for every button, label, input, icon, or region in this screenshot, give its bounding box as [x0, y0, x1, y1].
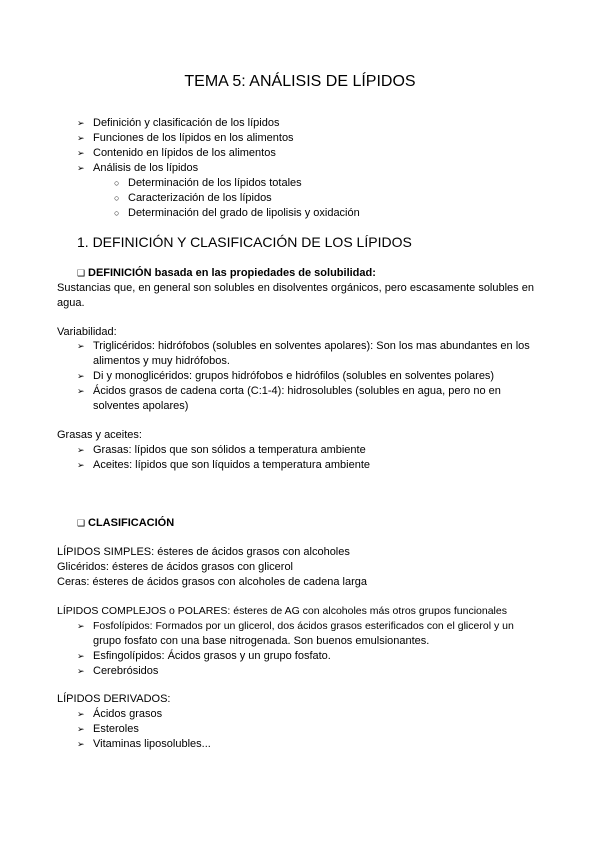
- variabilidad-label: Variabilidad:: [57, 326, 117, 338]
- list-item: ➢ Ácidos grasos de cadena corta (C:1-4): hidrosolubles (solubles en agua, pero no en: [77, 385, 501, 397]
- arrow-bullet-icon: ➢: [77, 341, 85, 351]
- arrow-bullet-icon: ➢: [77, 621, 85, 631]
- arrow-bullet-icon: ➢: [77, 133, 85, 143]
- list-item: ➢ Esteroles: [77, 723, 139, 735]
- arrow-bullet-icon: ➢: [77, 163, 85, 173]
- toc-subitem: ○ Determinación de los lípidos totales: [114, 177, 302, 189]
- list-item: ➢ Esfingolípidos: Ácidos grasos y un grupo fosfato.: [77, 650, 331, 662]
- body-text: LÍPIDOS DERIVADOS:: [57, 693, 171, 705]
- grasas-label: Grasas y aceites:: [57, 429, 142, 441]
- circle-bullet-icon: ○: [114, 178, 120, 188]
- toc-item: ➢ Funciones de los lípidos en los alimentos: [77, 132, 294, 144]
- list-item-continuation: grupo fosfato con una base nitrogenada. Son buenos emulsionantes.: [93, 635, 430, 647]
- list-item-continuation: alimentos y muy hidrófobos.: [93, 355, 230, 367]
- list-item: ➢ Cerebrósidos: [77, 665, 159, 677]
- list-item: ➢ Grasas: lípidos que son sólidos a temperatura ambiente: [77, 444, 366, 456]
- section-heading: 1. DEFINICIÓN Y CLASIFICACIÓN DE LOS LÍPIDOS: [77, 234, 412, 250]
- toc-subitem: ○ Caracterización de los lípidos: [114, 192, 272, 204]
- toc-item: ➢ Análisis de los lípidos: [77, 162, 199, 174]
- list-item: ➢ Fosfolípidos: Formados por un glicerol, dos ácidos grasos esterificados con el glicerol y un: [77, 620, 514, 632]
- arrow-bullet-icon: ➢: [77, 445, 85, 455]
- arrow-bullet-icon: ➢: [77, 739, 85, 749]
- list-item: ➢ Aceites: lípidos que son líquidos a temperatura ambiente: [77, 459, 370, 471]
- arrow-bullet-icon: ➢: [77, 371, 85, 381]
- body-text: LÍPIDOS SIMPLES: ésteres de ácidos grasos con alcoholes: [57, 546, 350, 558]
- definicion-heading: ❑ DEFINICIÓN basada en las propiedades de solubilidad:: [77, 267, 376, 279]
- checkbox-bullet-icon: ❑: [77, 268, 86, 278]
- list-item: ➢ Ácidos grasos: [77, 708, 163, 720]
- body-text: LÍPIDOS COMPLEJOS o POLARES: ésteres de AG con alcoholes más otros grupos funcionales: [57, 605, 507, 617]
- page-title: TEMA 5: ANÁLISIS DE LÍPIDOS: [184, 73, 416, 90]
- body-text: Sustancias que, en general son solubles en disolventes orgánicos, pero escasamente solubles en: [57, 282, 534, 294]
- arrow-bullet-icon: ➢: [77, 148, 85, 158]
- body-text: agua.: [57, 297, 85, 309]
- arrow-bullet-icon: ➢: [77, 460, 85, 470]
- list-item: ➢ Di y monoglicéridos: grupos hidrófobos e hidrófilos (solubles en solventes polares): [77, 370, 495, 382]
- arrow-bullet-icon: ➢: [77, 724, 85, 734]
- arrow-bullet-icon: ➢: [77, 666, 85, 676]
- toc-subitem: ○ Determinación del grado de lipolisis y oxidación: [114, 207, 360, 219]
- clasificacion-heading: ❑ CLASIFICACIÓN: [77, 517, 175, 529]
- toc-item: ➢ Definición y clasificación de los lípidos: [77, 117, 280, 129]
- body-text: Glicéridos: ésteres de ácidos grasos con glicerol: [57, 561, 294, 573]
- body-text: Ceras: ésteres de ácidos grasos con alcoholes de cadena larga: [57, 576, 368, 588]
- toc-item: ➢ Contenido en lípidos de los alimentos: [77, 147, 276, 159]
- checkbox-bullet-icon: ❑: [77, 518, 86, 528]
- arrow-bullet-icon: ➢: [77, 709, 85, 719]
- circle-bullet-icon: ○: [114, 208, 120, 218]
- list-item: ➢ Triglicéridos: hidrófobos (solubles en solventes apolares): Son los mas abundantes en los: [77, 340, 530, 352]
- list-item: ➢ Vitaminas liposolubles...: [77, 738, 211, 750]
- arrow-bullet-icon: ➢: [77, 386, 85, 396]
- arrow-bullet-icon: ➢: [77, 118, 85, 128]
- list-item-continuation: solventes apolares): [93, 400, 189, 412]
- circle-bullet-icon: ○: [114, 193, 120, 203]
- arrow-bullet-icon: ➢: [77, 651, 85, 661]
